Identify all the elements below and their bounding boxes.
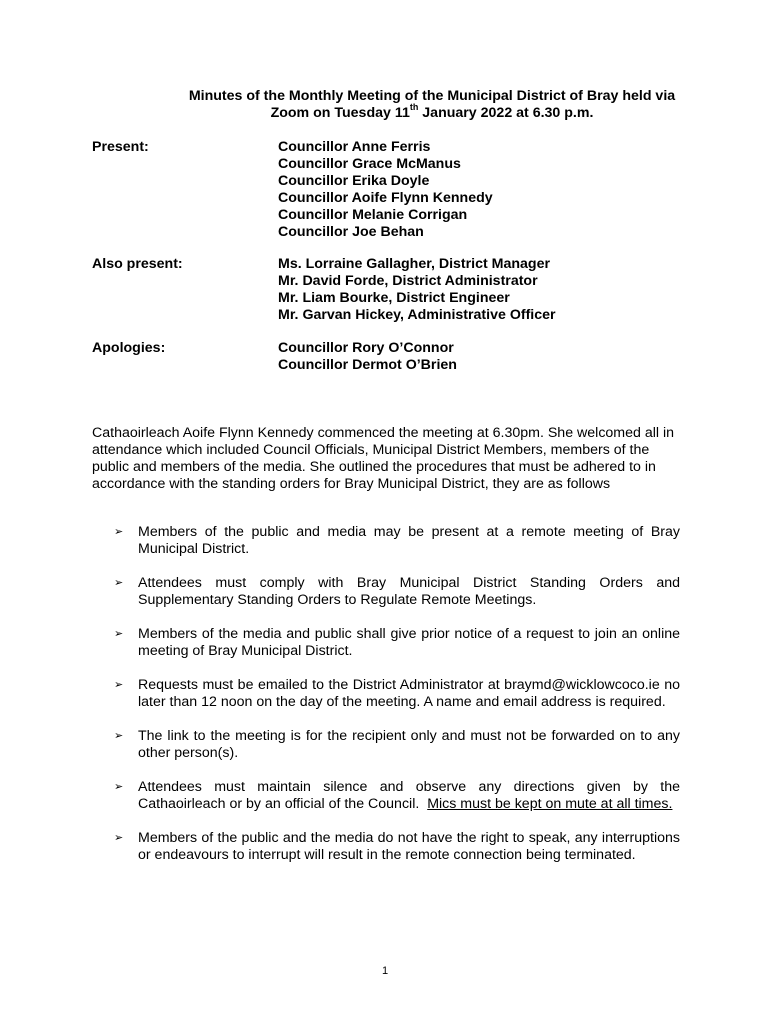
arrow-bullet-icon: ➢ — [114, 526, 124, 538]
also-present-label: Also present: — [92, 256, 183, 272]
arrow-bullet-icon: ➢ — [114, 628, 124, 640]
page-number: 1 — [381, 965, 389, 977]
also-present-list — [278, 256, 698, 324]
list-item-text: Requests must be emailed to the District Administrator at braymd@wicklowcoco.ie no later than 12 noon on the day of the meeting. A name and email address is required. — [138, 677, 680, 710]
intro-paragraph: Cathaoirleach Aoife Flynn Kennedy commenced the meeting at 6.30pm. She welcomed all in attendance which included Council Officials, Municipal District Members, members of the public and members of the media. She outlined the procedures that must be adhered to in accordance with the standing orders for Bray Municipal District, they are as follows — [92, 425, 675, 492]
apologies-list — [278, 340, 698, 374]
also-present-name: Mr. Garvan Hickey, Administrative Officer — [278, 307, 556, 323]
list-item — [92, 524, 680, 558]
title-superscript: th — [409, 102, 419, 113]
also-present-name: Mr. Liam Bourke, District Engineer — [278, 290, 510, 306]
arrow-bullet-icon: ➢ — [114, 577, 124, 589]
list-item — [92, 575, 680, 609]
apologies-label: Apologies: — [92, 340, 166, 356]
apologies-name: Councillor Rory O’Connor — [278, 340, 454, 356]
list-item-text: Members of the public and the media do not have the right to speak, any interruptions or endeavours to interrupt will result in the remote connection being terminated. — [138, 830, 680, 863]
arrow-bullet-icon: ➢ — [114, 730, 124, 742]
present-name: Councillor Grace McManus — [278, 156, 461, 172]
present-name: Councillor Erika Doyle — [278, 173, 430, 189]
apologies-name: Councillor Dermot O’Brien — [278, 357, 457, 373]
list-item — [92, 677, 680, 711]
present-label: Present: — [92, 139, 149, 155]
present-name: Councillor Aoife Flynn Kennedy — [278, 190, 493, 206]
present-name: Councillor Joe Behan — [278, 224, 424, 240]
also-present-name: Ms. Lorraine Gallagher, District Manager — [278, 256, 551, 272]
title-line-1: Minutes of the Monthly Meeting of the Municipal District of Bray held via — [188, 88, 676, 104]
present-name: Councillor Anne Ferris — [278, 139, 431, 155]
list-item-text: Members of the public and media may be present at a remote meeting of Bray Municipal District. — [138, 524, 680, 557]
list-item — [92, 626, 680, 660]
list-item-text: The link to the meeting is for the recipient only and must not be forwarded on to any other person(s). — [138, 728, 680, 761]
document-title — [92, 88, 770, 122]
list-item — [92, 779, 680, 813]
also-present-name: Mr. David Forde, District Administrator — [278, 273, 538, 289]
title-line-2-end: January 2022 at 6.30 p.m. — [418, 105, 594, 121]
arrow-bullet-icon: ➢ — [114, 832, 124, 844]
procedures-list — [92, 524, 680, 881]
list-item — [92, 830, 680, 864]
title-line-2 — [92, 102, 770, 122]
list-item-text: Members of the media and public shall give prior notice of a request to join an online meeting of Bray Municipal District. — [138, 626, 680, 659]
list-item-text: Attendees must comply with Bray Municipal District Standing Orders and Supplementary Standing Orders to Regulate Remote Meetings. — [138, 575, 680, 608]
arrow-bullet-icon: ➢ — [114, 679, 124, 691]
arrow-bullet-icon: ➢ — [114, 781, 124, 793]
title-line-2-text: Zoom on Tuesday 11 — [270, 105, 410, 121]
list-item — [92, 728, 680, 762]
present-name: Councillor Melanie Corrigan — [278, 207, 468, 223]
present-list — [278, 139, 698, 241]
underlined-mute-notice: Mics must be kept on mute at all times. — [427, 796, 673, 812]
list-item-text: Attendees must maintain silence and observe any directions given by the Cathaoirleach or by an official of the Council. — [138, 779, 680, 812]
